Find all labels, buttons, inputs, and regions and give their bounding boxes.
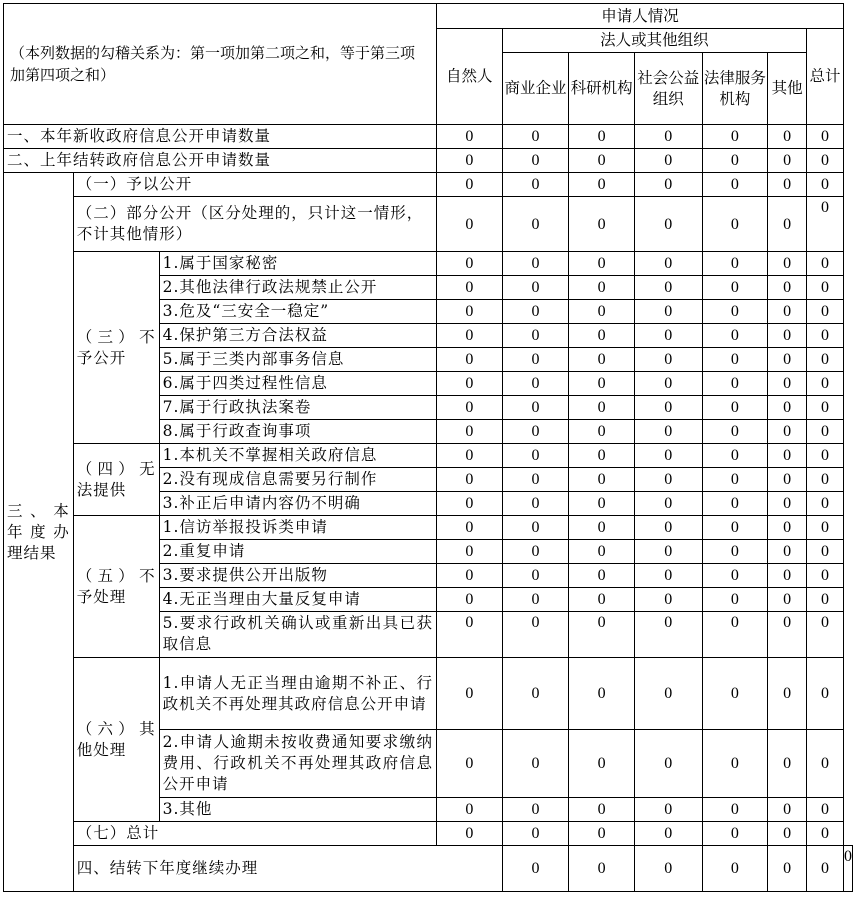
cell-value: 0 — [436, 588, 502, 612]
cell-value: 0 — [807, 396, 844, 420]
cell-value: 0 — [807, 444, 844, 468]
cell-value: 0 — [634, 658, 702, 730]
cell-value: 0 — [634, 588, 702, 612]
table-row — [4, 173, 853, 197]
row-label: （二）部分公开（区分处理的，只计这一情形，不计其他情形） — [73, 197, 436, 252]
disclosure-table — [3, 3, 853, 892]
cell-value: 0 — [436, 658, 502, 730]
cell-value: 0 — [768, 276, 807, 300]
row-label: （一）予以公开 — [73, 173, 436, 197]
cell-value: 0 — [569, 468, 635, 492]
row-label: 2.其他法律行政法规禁止公开 — [159, 276, 436, 300]
cell-value: 0 — [502, 125, 569, 149]
cell-value: 0 — [502, 300, 569, 324]
cell-value: 0 — [807, 564, 844, 588]
cell-value: 0 — [569, 822, 635, 846]
cell-value: 0 — [569, 324, 635, 348]
row-label: 3.补正后申请内容仍不明确 — [159, 492, 436, 516]
cell-value: 0 — [768, 822, 807, 846]
cell-value: 0 — [569, 149, 635, 173]
cell-value: 0 — [502, 324, 569, 348]
row-label: 1.属于国家秘密 — [159, 252, 436, 276]
cell-value: 0 — [768, 468, 807, 492]
cell-value: 0 — [702, 276, 768, 300]
cell-value: 0 — [634, 516, 702, 540]
cell-value: 0 — [569, 564, 635, 588]
row-label: 3.其他 — [159, 798, 436, 822]
cell-value: 0 — [436, 540, 502, 564]
legal-group-header: 法人或其他组织 — [502, 29, 806, 53]
cell-value: 0 — [502, 658, 569, 730]
cell-value: 0 — [436, 444, 502, 468]
cell-value: 0 — [702, 822, 768, 846]
cell-value: 0 — [634, 197, 702, 252]
relationship-note: （本列数据的勾稽关系为：第一项加第二项之和，等于第三项加第四项之和） — [4, 4, 437, 125]
result-section-label: 三、本年度办理结果 — [4, 173, 74, 892]
table-row — [4, 516, 853, 540]
cell-value: 0 — [702, 396, 768, 420]
cell-value: 0 — [569, 516, 635, 540]
cell-value: 0 — [436, 516, 502, 540]
table-row — [4, 149, 853, 173]
cell-value: 0 — [702, 324, 768, 348]
cell-value: 0 — [702, 468, 768, 492]
cell-value: 0 — [569, 658, 635, 730]
cell-value: 0 — [502, 276, 569, 300]
cell-value: 0 — [436, 324, 502, 348]
cell-value: 0 — [768, 540, 807, 564]
cell-value: 0 — [702, 252, 768, 276]
cell-value: 0 — [807, 730, 844, 798]
row-label: 1.本机关不掌握相关政府信息 — [159, 444, 436, 468]
cell-value: 0 — [807, 420, 844, 444]
table-row — [4, 658, 853, 730]
cell-value: 0 — [807, 468, 844, 492]
cell-value: 0 — [436, 612, 502, 658]
cell-value: 0 — [569, 492, 635, 516]
cell-value: 0 — [634, 822, 702, 846]
cell-value: 0 — [768, 444, 807, 468]
cell-value: 0 — [702, 730, 768, 798]
row-label: 2.申请人逾期未按收费通知要求缴纳费用、行政机关不再处理其政府信息公开申请 — [159, 730, 436, 798]
cell-value: 0 — [634, 730, 702, 798]
row-label: 四、结转下年度继续办理 — [73, 846, 502, 892]
table-row — [4, 252, 853, 276]
cell-value: 0 — [807, 197, 844, 252]
table-row — [4, 822, 853, 846]
cell-value: 0 — [502, 492, 569, 516]
cell-value: 0 — [436, 348, 502, 372]
cell-value: 0 — [502, 564, 569, 588]
cell-value: 0 — [807, 540, 844, 564]
cell-value: 0 — [702, 372, 768, 396]
cell-value: 0 — [702, 420, 768, 444]
cell-value: 0 — [702, 540, 768, 564]
cell-value: 0 — [569, 444, 635, 468]
cell-value: 0 — [634, 324, 702, 348]
cell-value: 0 — [768, 125, 807, 149]
cell-value: 0 — [844, 846, 853, 892]
cell-value: 0 — [807, 822, 844, 846]
cell-value: 0 — [807, 276, 844, 300]
cell-value: 0 — [634, 468, 702, 492]
cell-value: 0 — [436, 197, 502, 252]
cell-value: 0 — [807, 516, 844, 540]
cell-value: 0 — [436, 492, 502, 516]
cell-value: 0 — [569, 798, 635, 822]
row-label: 3.要求提供公开出版物 — [159, 564, 436, 588]
cell-value: 0 — [702, 658, 768, 730]
row-label: 3.危及“三安全一稳定” — [159, 300, 436, 324]
cell-value: 0 — [502, 588, 569, 612]
cell-value: 0 — [807, 125, 844, 149]
cell-value: 0 — [768, 372, 807, 396]
cell-value: 0 — [702, 173, 768, 197]
cell-value: 0 — [702, 197, 768, 252]
cell-value: 0 — [436, 822, 502, 846]
row-label: 1.信访举报投诉类申请 — [159, 516, 436, 540]
cell-value: 0 — [569, 396, 635, 420]
cell-value: 0 — [502, 149, 569, 173]
total-header: 总计 — [807, 29, 844, 125]
cell-value: 0 — [807, 324, 844, 348]
cell-value: 0 — [436, 372, 502, 396]
cell-value: 0 — [634, 348, 702, 372]
cell-value: 0 — [634, 173, 702, 197]
cell-value: 0 — [702, 516, 768, 540]
cell-value: 0 — [634, 420, 702, 444]
row-label: 4.保护第三方合法权益 — [159, 324, 436, 348]
cell-value: 0 — [502, 516, 569, 540]
cell-value: 0 — [768, 564, 807, 588]
row-label: 4.无正当理由大量反复申请 — [159, 588, 436, 612]
cell-value: 0 — [702, 612, 768, 658]
cell-value: 0 — [502, 798, 569, 822]
cell-value: 0 — [807, 658, 844, 730]
cell-value: 0 — [702, 149, 768, 173]
cell-value: 0 — [807, 798, 844, 822]
cell-value: 0 — [634, 125, 702, 149]
cell-value: 0 — [807, 173, 844, 197]
cell-value: 0 — [634, 252, 702, 276]
cell-value: 0 — [702, 444, 768, 468]
table-row — [4, 846, 853, 892]
cell-value: 0 — [502, 197, 569, 252]
cell-value: 0 — [502, 822, 569, 846]
cell-value: 0 — [768, 173, 807, 197]
cell-value: 0 — [436, 798, 502, 822]
cell-value: 0 — [569, 540, 635, 564]
row-label: 2.没有现成信息需要另行制作 — [159, 468, 436, 492]
cell-value: 0 — [768, 730, 807, 798]
group-label: （五）不予处理 — [73, 516, 159, 658]
cell-value: 0 — [569, 348, 635, 372]
cell-value: 0 — [702, 125, 768, 149]
row-label: 5.要求行政机关确认或重新出具已获取信息 — [159, 612, 436, 658]
cell-value: 0 — [807, 252, 844, 276]
cell-value: 0 — [634, 540, 702, 564]
cell-value: 0 — [634, 396, 702, 420]
cell-value: 0 — [807, 300, 844, 324]
row-label: 二、上年结转政府信息公开申请数量 — [4, 149, 437, 173]
row-label: 6.属于四类过程性信息 — [159, 372, 436, 396]
table-row — [4, 444, 853, 468]
row-label: 一、本年新收政府信息公开申请数量 — [4, 125, 437, 149]
cell-value: 0 — [807, 348, 844, 372]
group-label: （六）其他处理 — [73, 658, 159, 822]
cell-value: 0 — [436, 420, 502, 444]
cell-value: 0 — [569, 612, 635, 658]
cell-value: 0 — [502, 846, 569, 892]
cell-value: 0 — [807, 372, 844, 396]
cell-value: 0 — [436, 125, 502, 149]
cell-value: 0 — [768, 516, 807, 540]
cell-value: 0 — [702, 492, 768, 516]
cell-value: 0 — [569, 252, 635, 276]
cell-value: 0 — [502, 173, 569, 197]
cell-value: 0 — [569, 300, 635, 324]
cell-value: 0 — [702, 348, 768, 372]
cell-value: 0 — [436, 564, 502, 588]
cell-value: 0 — [702, 846, 768, 892]
cell-value: 0 — [702, 300, 768, 324]
legal-service-header: 法律服务机构 — [702, 53, 768, 125]
cell-value: 0 — [768, 612, 807, 658]
row-label: 8.属于行政查询事项 — [159, 420, 436, 444]
cell-value: 0 — [807, 149, 844, 173]
cell-value: 0 — [768, 846, 807, 892]
cell-value: 0 — [502, 540, 569, 564]
cell-value: 0 — [634, 564, 702, 588]
cell-value: 0 — [502, 420, 569, 444]
cell-value: 0 — [502, 372, 569, 396]
commercial-header: 商业企业 — [502, 53, 569, 125]
row-label: 2.重复申请 — [159, 540, 436, 564]
cell-value: 0 — [502, 252, 569, 276]
cell-value: 0 — [502, 396, 569, 420]
table-row — [4, 197, 853, 252]
cell-value: 0 — [768, 197, 807, 252]
cell-value: 0 — [768, 420, 807, 444]
row-label: 5.属于三类内部事务信息 — [159, 348, 436, 372]
cell-value: 0 — [436, 730, 502, 798]
cell-value: 0 — [768, 798, 807, 822]
cell-value: 0 — [569, 846, 635, 892]
cell-value: 0 — [436, 396, 502, 420]
cell-value: 0 — [634, 300, 702, 324]
cell-value: 0 — [634, 846, 702, 892]
cell-value: 0 — [436, 300, 502, 324]
cell-value: 0 — [502, 468, 569, 492]
cell-value: 0 — [569, 588, 635, 612]
cell-value: 0 — [634, 444, 702, 468]
other-header: 其他 — [768, 53, 807, 125]
cell-value: 0 — [768, 396, 807, 420]
group-label: （三）不予公开 — [73, 252, 159, 444]
cell-value: 0 — [569, 730, 635, 798]
cell-value: 0 — [768, 588, 807, 612]
cell-value: 0 — [634, 612, 702, 658]
cell-value: 0 — [436, 276, 502, 300]
cell-value: 0 — [768, 348, 807, 372]
cell-value: 0 — [807, 492, 844, 516]
natural-person-header: 自然人 — [436, 29, 502, 125]
cell-value: 0 — [436, 468, 502, 492]
cell-value: 0 — [634, 798, 702, 822]
table-row — [4, 125, 853, 149]
cell-value: 0 — [768, 252, 807, 276]
group-label: （四）无法提供 — [73, 444, 159, 516]
cell-value: 0 — [634, 149, 702, 173]
cell-value: 0 — [569, 372, 635, 396]
cell-value: 0 — [807, 846, 844, 892]
cell-value: 0 — [768, 149, 807, 173]
cell-value: 0 — [768, 324, 807, 348]
cell-value: 0 — [569, 276, 635, 300]
cell-value: 0 — [768, 300, 807, 324]
cell-value: 0 — [436, 173, 502, 197]
cell-value: 0 — [436, 252, 502, 276]
cell-value: 0 — [502, 612, 569, 658]
row-label: 1.申请人无正当理由逾期不补正、行政机关不再处理其政府信息公开申请 — [159, 658, 436, 730]
cell-value: 0 — [502, 348, 569, 372]
row-label: 7.属于行政执法案卷 — [159, 396, 436, 420]
cell-value: 0 — [634, 492, 702, 516]
cell-value: 0 — [768, 492, 807, 516]
cell-value: 0 — [634, 276, 702, 300]
cell-value: 0 — [569, 125, 635, 149]
applicant-header: 申请人情况 — [436, 4, 843, 29]
research-header: 科研机构 — [569, 53, 635, 125]
cell-value: 0 — [569, 197, 635, 252]
cell-value: 0 — [502, 444, 569, 468]
cell-value: 0 — [634, 372, 702, 396]
social-header: 社会公益组织 — [634, 53, 702, 125]
cell-value: 0 — [807, 588, 844, 612]
cell-value: 0 — [502, 730, 569, 798]
cell-value: 0 — [569, 173, 635, 197]
cell-value: 0 — [702, 798, 768, 822]
cell-value: 0 — [702, 564, 768, 588]
cell-value: 0 — [768, 658, 807, 730]
cell-value: 0 — [807, 612, 844, 658]
cell-value: 0 — [569, 420, 635, 444]
cell-value: 0 — [436, 149, 502, 173]
cell-value: 0 — [702, 588, 768, 612]
row-label: （七）总计 — [73, 822, 436, 846]
